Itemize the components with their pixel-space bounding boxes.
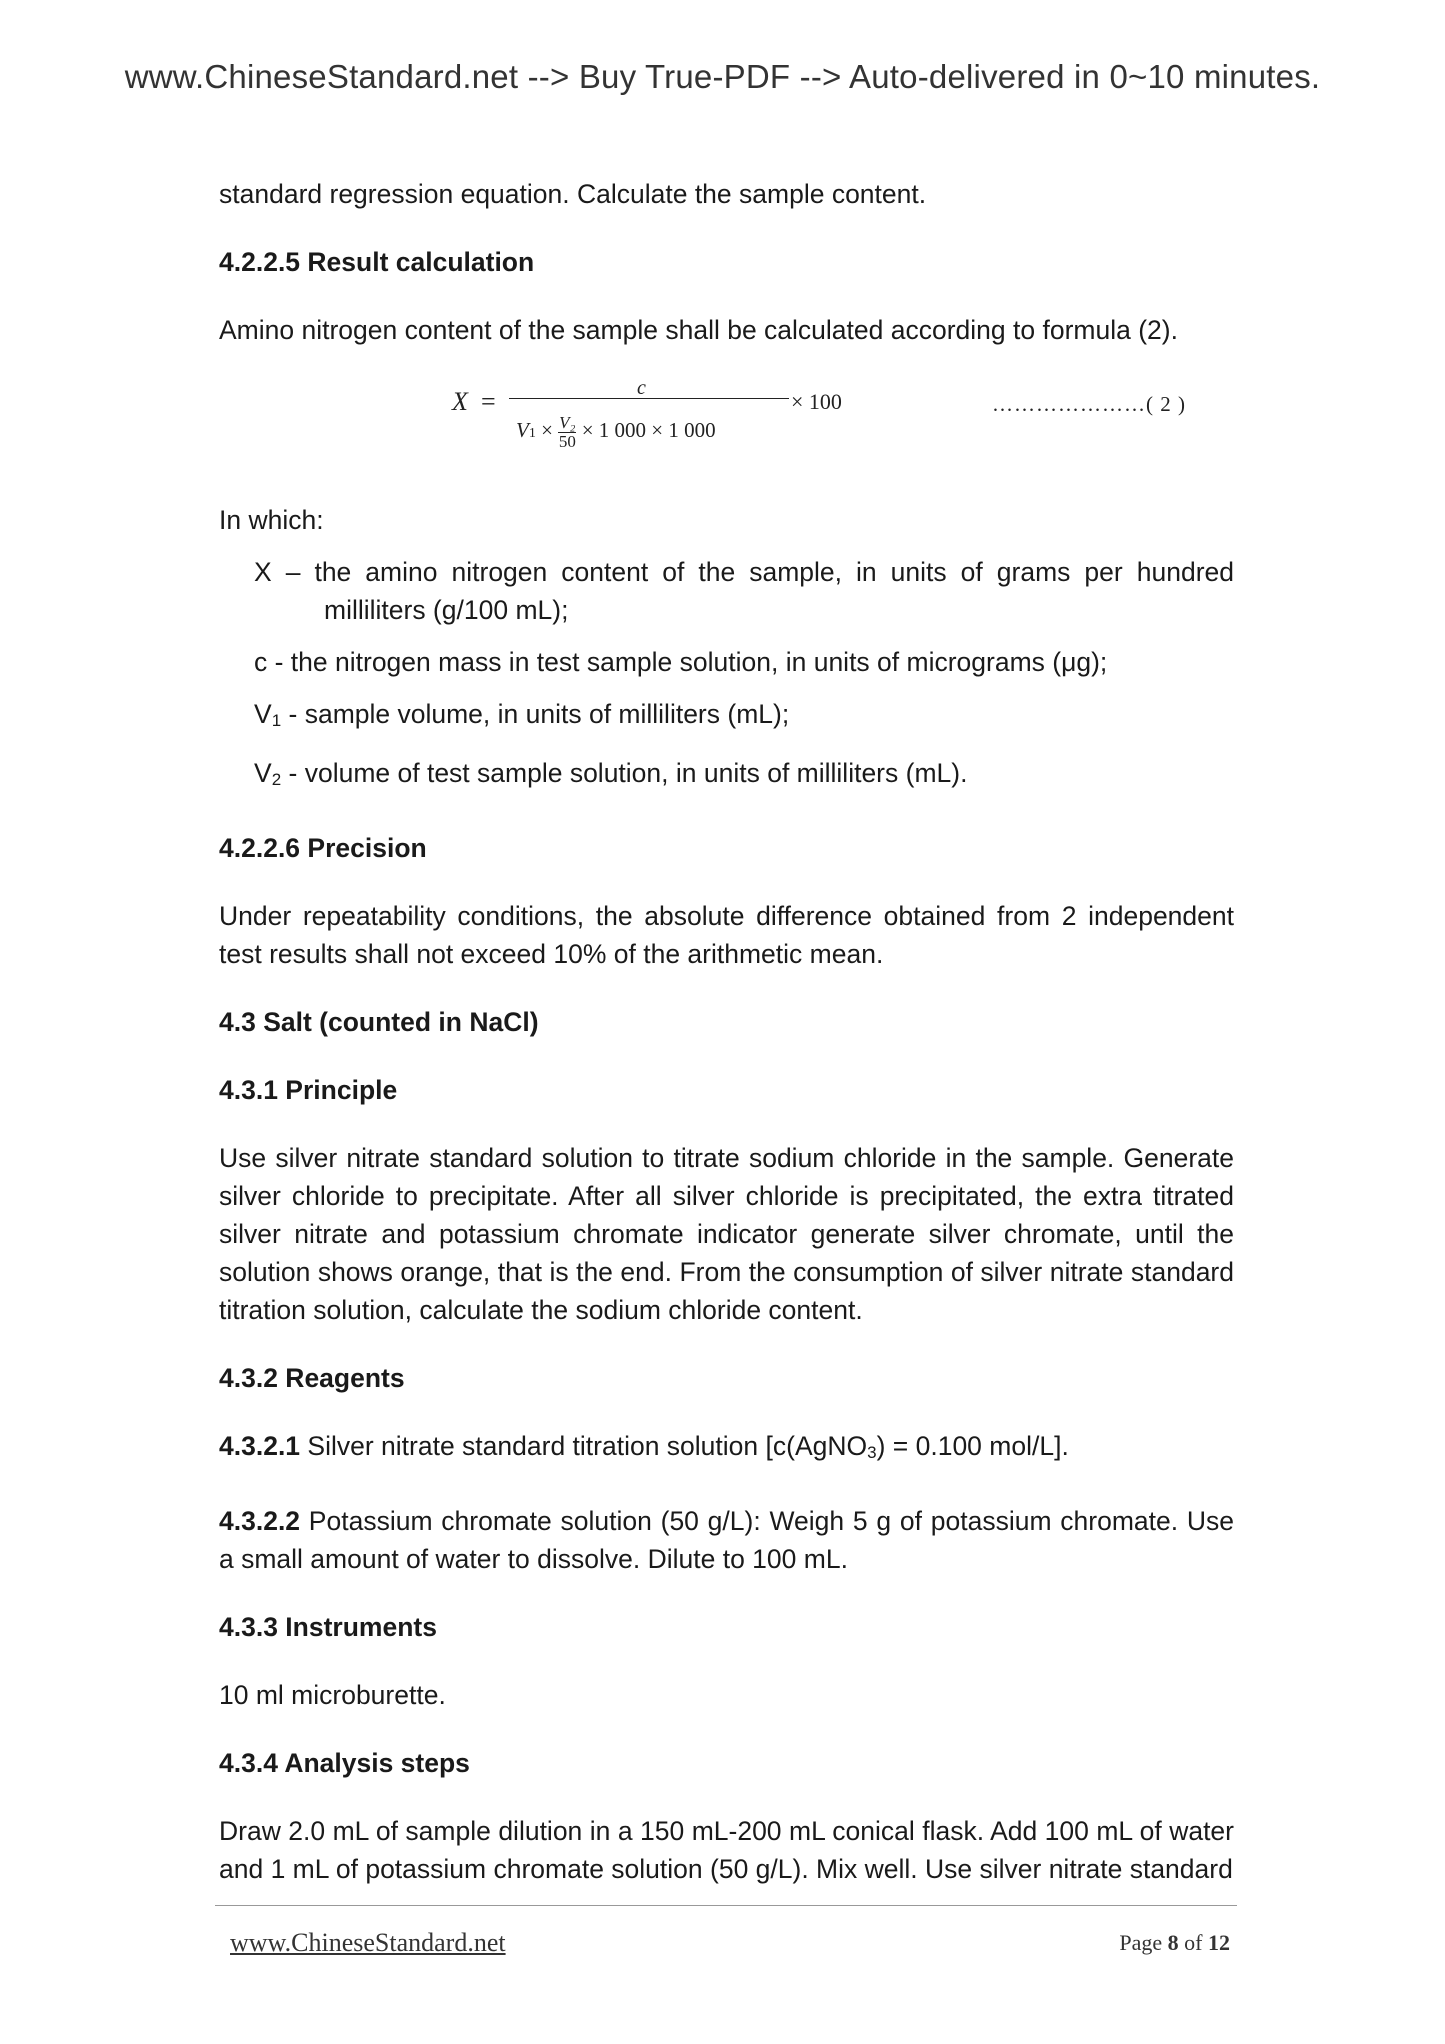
in-which-label: In which:: [219, 505, 324, 535]
reagent-4321-post: ) = 0.100 mol/L].: [876, 1431, 1069, 1461]
def-v2-text: - volume of test sample solution, in units of milliliters (mL).: [281, 758, 968, 788]
formula-numerator: c: [637, 377, 646, 399]
intro-line: standard regression equation. Calculate the sample content.: [219, 179, 927, 209]
footer-site-link[interactable]: www.ChineseStandard.net: [230, 1928, 506, 1957]
precision-text: Under repeatability conditions, the absolute difference obtained from 2 independent test results shall not exceed 10% of the arithmetic mean.: [219, 901, 1234, 969]
footer-page-label: Page: [1119, 1930, 1163, 1955]
header-banner[interactable]: www.ChineseStandard.net --> Buy True-PDF --> Auto-delivered in 0~10 minutes.: [124, 58, 1321, 95]
footer-divider: [215, 1905, 1237, 1906]
reagent-4322-text: Potassium chromate solution (50 g/L): Weigh 5 g of potassium chromate. Use a small amount of water to dissolve. Dilute to 100 mL.: [219, 1506, 1234, 1574]
formula-number: …………………( 2 ): [992, 392, 1186, 416]
footer-page-total: 12: [1208, 1930, 1230, 1955]
formula-intro: Amino nitrogen content of the sample shall be calculated according to formula (2).: [219, 315, 1178, 345]
section-heading-431: 4.3.1 Principle: [219, 1075, 398, 1105]
footer-page-number: [1119, 1930, 1230, 1956]
section-heading-4226: 4.2.2.6 Precision: [219, 833, 427, 863]
formula-inner-den: 50: [558, 431, 576, 451]
reagent-4321-number: 4.3.2.1: [219, 1431, 301, 1461]
def-v1-symbol: V: [254, 699, 272, 729]
formula-inner-fraction: [558, 414, 576, 451]
formula-fraction-bar: [509, 398, 789, 399]
def-v2-symbol: V: [254, 758, 272, 788]
reagent-4322: [219, 1502, 1234, 1578]
def-x: X – the amino nitrogen content of the sample, in units of grams per hundred milliliters (g/100 mL);: [254, 557, 1234, 625]
formula-multiplier: × 100: [791, 389, 842, 414]
section-heading-432: 4.3.2 Reagents: [219, 1363, 405, 1393]
section-heading-43: 4.3 Salt (counted in NaCl): [219, 1007, 539, 1037]
reagent-4321-sub: 3: [867, 1443, 877, 1462]
def-v1-text: - sample volume, in units of milliliters (mL);: [281, 699, 790, 729]
formula-inner-num: V₂: [559, 412, 576, 432]
reagent-4321-pre: Silver nitrate standard titration solution [c(AgNO: [300, 1431, 868, 1461]
formula-v1: V: [516, 418, 529, 442]
formula-lhs: X: [452, 387, 468, 416]
def-v2: [219, 754, 1234, 799]
analysis-steps-text: Draw 2.0 mL of sample dilution in a 150 mL-200 mL conical flask. Add 100 mL of water and 1 mL of potassium chromate solution (50 g/L). Mix well. Use silver nitrate standard: [219, 1816, 1234, 1884]
formula-denominator: [516, 411, 716, 453]
section-heading-434: 4.3.4 Analysis steps: [219, 1748, 470, 1778]
formula-v1-sub: 1: [528, 426, 536, 441]
principle-text: Use silver nitrate standard solution to titrate sodium chloride in the sample. Generate silver chloride to precipitate. After all silver chloride is precipitated, the extra titrated silver nitrate and potassium chromate indicator generate silver chromate, until the solution shows orange, that is the end. From the consumption of silver nitrate standard titration solution, calculate the sodium chloride content.: [219, 1143, 1234, 1325]
section-heading-4225: 4.2.2.5 Result calculation: [219, 247, 535, 277]
page-body: [219, 175, 1234, 1888]
def-c: c - the nitrogen mass in test sample solution, in units of micrograms (μg);: [254, 647, 1108, 677]
formula-equals: =: [481, 387, 496, 416]
section-heading-433: 4.3.3 Instruments: [219, 1612, 437, 1642]
footer-of-label: of: [1184, 1930, 1203, 1955]
reagent-4321: [219, 1427, 1234, 1472]
def-v1: [219, 695, 1234, 740]
formula-den-rest: × 1 000 × 1 000: [581, 418, 716, 442]
def-v1-sub: 1: [271, 711, 282, 730]
def-v2-sub: 2: [271, 770, 282, 789]
formula-times: ×: [541, 418, 553, 442]
reagent-4322-number: 4.3.2.2: [219, 1506, 301, 1536]
formula-2: [219, 375, 1234, 471]
footer-page-current: 8: [1167, 1930, 1179, 1955]
instruments-text: 10 ml microburette.: [219, 1680, 446, 1710]
